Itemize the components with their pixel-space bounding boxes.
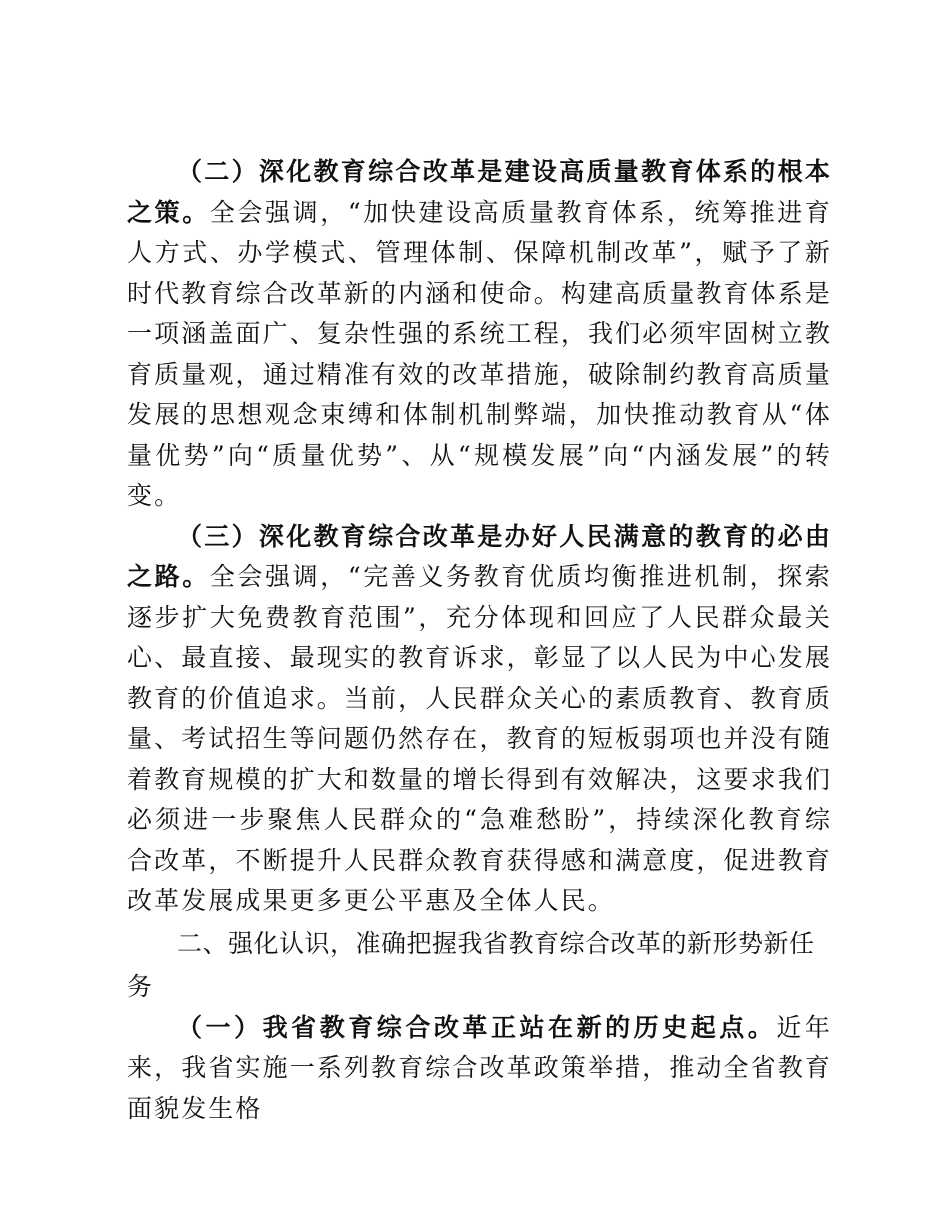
document-body — [127, 152, 832, 1129]
paragraph-section-2 — [127, 152, 832, 517]
paragraph-section-3 — [127, 517, 832, 922]
heading-part-2: 二、强化认识，准确把握我省教育综合改革的新形势新任务 — [127, 928, 815, 1001]
section-3-body: 全会强调，“完善义务教育优质均衡推进机制，探索逐步扩大免费教育范围”，充分体现和回应了人民群众最关心、最直接、最现实的教育诉求，彰显了以人民为中心发展教育的价值追求。当前，人民群众关心的素质教育、教育质量、考试招生等问题仍然存在，教育的短板弱项也并没有随着教育规模的扩大和数量的增长得到有效解决，这要求我们必须进一步聚焦人民群众的“急难愁盼”，持续深化教育综合改革，不断提升人民群众教育获得感和满意度，促进教育改革发展成果更多更公平惠及全体人民。 — [127, 562, 832, 915]
section-2-body: 全会强调，“加快建设高质量教育体系，统筹推进育人方式、办学模式、管理体制、保障机制改革”，赋予了新时代教育综合改革新的内涵和使命。构建高质量教育体系是一项涵盖面广、复杂性强的系统工程，我们必须牢固树立教育质量观，通过精准有效的改革措施，破除制约教育高质量发展的思想观念束缚和体制机制弊端，加快推动教育从“体量优势”向“质量优势”、从“规模发展”向“内涵发展”的转变。 — [127, 197, 832, 510]
section-3-lead: （三）深化教育综合改革是办好人民满意的教育的必由之路。 — [127, 521, 832, 591]
section-2-1-body: 近年来，我省实施一系列教育综合改革政策举措，推动全省教育面貌发生格 — [127, 1012, 832, 1123]
section-2-lead: （二）深化教育综合改革是建设高质量教育体系的根本之策。 — [127, 157, 832, 227]
paragraph-section-2-1 — [127, 1008, 832, 1130]
section-2-1-lead: （一）我省教育综合改革正站在新的历史起点。 — [177, 1012, 777, 1042]
